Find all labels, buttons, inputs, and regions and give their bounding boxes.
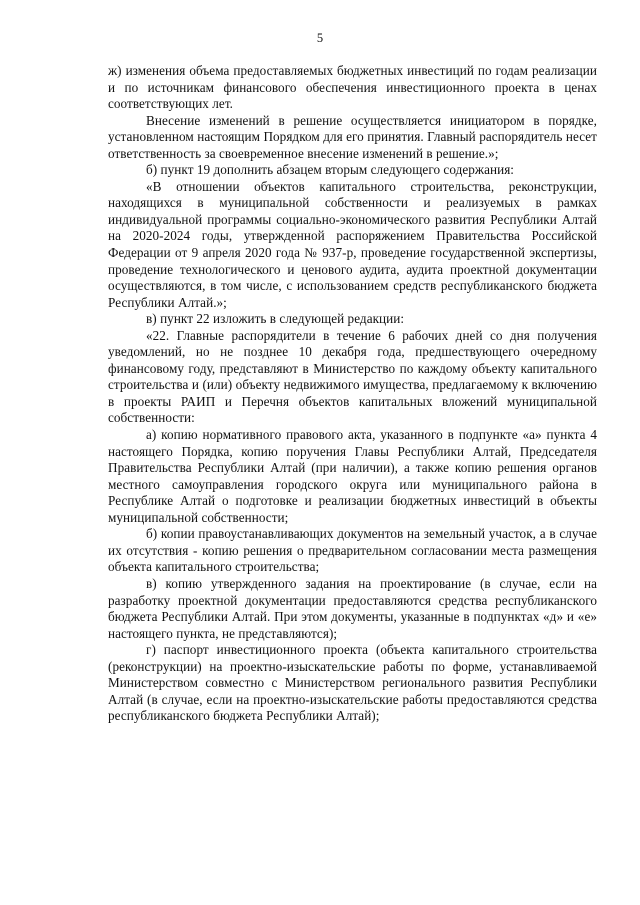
paragraph-capital-construction: «В отношении объектов капитального строительства, реконструкции, находящихся в муниципальной собственности и реализуемых в рамках индивидуальной программы социально-экономического развития Республики Алтай на 2020-2024 годы, утвержденной распоряжением Правительства Российской Федерации от 9 апреля 2020 года № 937-р, проведение государственной экспертизы, проведение технологического и ценового аудита, аудита проектной документации осуществляются, в том числе, с использованием средств республиканского бюджета Республики Алтай.»; [108,178,597,310]
paragraph-v-item-22: в) пункт 22 изложить в следующей редакции: [146,311,405,327]
paragraph-zh-budget-changes: ж) изменения объема предоставляемых бюджетных инвестиций по годам реализации и по источникам финансового обеспечения инвестиционного проекта в ценах соответствующих лет. [108,63,597,112]
document-body [108,63,597,725]
paragraph-subitem-v: в) копию утвержденного задания на проектирование (в случае, если на разработку проектной документации предоставляются средства республиканского бюджета Республики Алтай. При этом документы, указанные в подпунктах «д» и «е» настоящего пункта, не представляются); [108,575,597,641]
paragraph-subitem-g: г) паспорт инвестиционного проекта (объекта капитального строительства (реконструкции) на проектно-изыскательские работы по форме, устанавливаемой Министерством совместно с Министерством регионального развития Республики Алтай (в случае, если на проектно-изыскательские работы предоставляются средства республиканского бюджета Республики Алтай); [108,642,597,724]
paragraph-subitem-a: а) копию нормативного правового акта, указанного в подпункте «а» пункта 4 настоящего Порядка, копию поручения Главы Республики Алтай, Председателя Правительства Республики Алтай (при наличии), а также копию решения органов местного самоуправления городского округа или муниципального района в Республике Алтай о подготовке и реализации бюджетных инвестиций в объекты муниципальной собственности; [108,427,597,525]
page-number: 5 [316,31,324,45]
paragraph-b-item-19: б) пункт 19 дополнить абзацем вторым следующего содержания: [146,162,515,178]
paragraph-amendment-procedure: Внесение изменений в решение осуществляется инициатором в порядке, установленном настоящим Порядком для его принятия. Главный распорядитель несет ответственность за своевременное внесение изменений в решение.»; [108,112,597,161]
paragraph-subitem-b: б) копии правоустанавливающих документов на земельный участок, а в случае их отсутствия - копию решения о предварительном согласовании места размещения объекта капитального строительства; [108,526,597,575]
paragraph-item-22-text: «22. Главные распорядители в течение 6 рабочих дней со дня получения уведомлений, но не позднее 10 декабря года, предшествующего очередному финансовому году, представляют в Министерство по каждому объекту капитального строительства и (или) объекту недвижимого имущества, предлагаемому к включению в проекты РАИП и Перечня объектов капитальных вложений муниципальной собственности: [108,327,597,426]
